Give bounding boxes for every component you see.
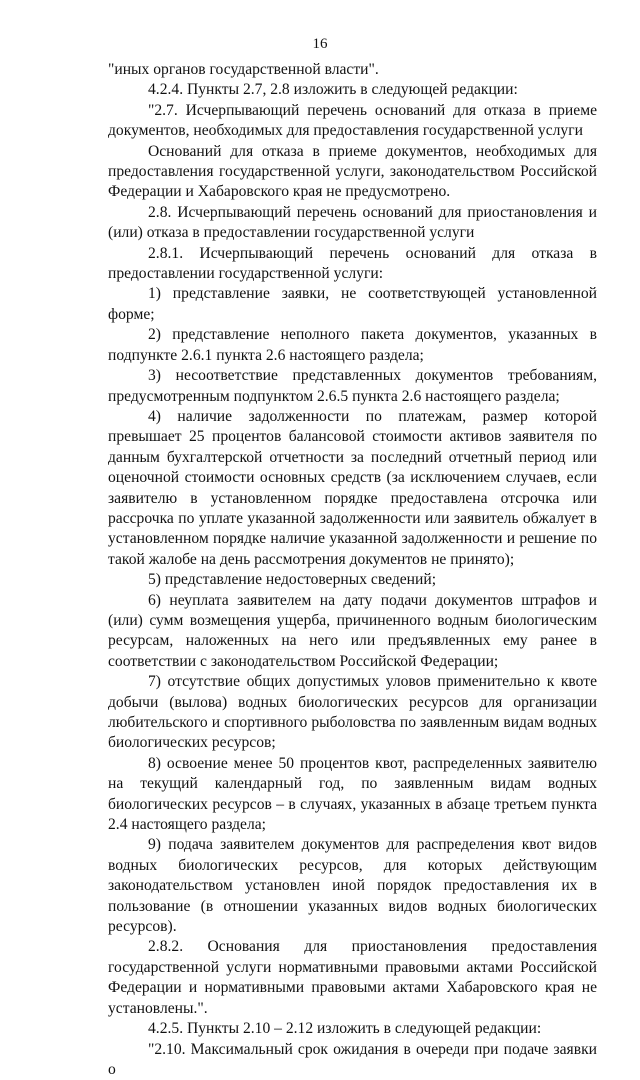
paragraph-2-8-2: 2.8.2. Основания для приостановления предоставления государственной услуги нормативными правовыми актами Российской Федерации и нормативными правовыми актами Хабаровского края не установлены.". xyxy=(108,937,597,1019)
paragraph-2-7-body: Оснований для отказа в приеме документов, необходимых для предоставления государственной услуги, законодательством Российской Федерации и Хабаровского края не предусмотрено. xyxy=(108,142,597,203)
document-body xyxy=(108,60,597,1080)
paragraph-quote-end: "иных органов государственной власти". xyxy=(108,60,597,80)
paragraph-2-8: 2.8. Исчерпывающий перечень оснований для приостановления и (или) отказа в предоставлении государственной услуги xyxy=(108,203,597,244)
list-item-5: 5) представление недостоверных сведений; xyxy=(108,570,597,590)
list-item-8: 8) освоение менее 50 процентов квот, распределенных заявителю на текущий календарный год, по заявленным видам водных биологических ресурсов – в случаях, указанных в абзаце третьем пункта 2.4 настоящего раздела; xyxy=(108,754,597,836)
paragraph-4-2-4: 4.2.4. Пункты 2.7, 2.8 изложить в следующей редакции: xyxy=(108,80,597,100)
list-item-6: 6) неуплата заявителем на дату подачи документов штрафов и (или) сумм возмещения ущерба, причиненного водным биологическим ресурсам, наложенных на него или предъявленных ему ранее в соответствии с законодательством Российской Федерации; xyxy=(108,591,597,673)
page-number: 16 xyxy=(0,36,640,53)
paragraph-2-10: "2.10. Максимальный срок ожидания в очереди при подаче заявки о xyxy=(108,1040,597,1080)
paragraph-4-2-5: 4.2.5. Пункты 2.10 – 2.12 изложить в следующей редакции: xyxy=(108,1019,597,1039)
list-item-2: 2) представление неполного пакета документов, указанных в подпункте 2.6.1 пункта 2.6 настоящего раздела; xyxy=(108,325,597,366)
list-item-7: 7) отсутствие общих допустимых уловов применительно к квоте добычи (вылова) водных биологических ресурсов для организации любительского и спортивного рыболовства по заявленным видам водных биологических ресурсов; xyxy=(108,672,597,754)
list-item-3: 3) несоответствие представленных документов требованиям, предусмотренным подпунктом 2.6.5 пункта 2.6 настоящего раздела; xyxy=(108,366,597,407)
list-item-1: 1) представление заявки, не соответствующей установленной форме; xyxy=(108,284,597,325)
paragraph-2-8-1: 2.8.1. Исчерпывающий перечень оснований для отказа в предоставлении государственной услуги: xyxy=(108,244,597,285)
list-item-4: 4) наличие задолженности по платежам, размер которой превышает 25 процентов балансовой стоимости активов заявителя по данным бухгалтерской отчетности за последний отчетный период или оценочной стоимости основных средств (за исключением случаев, если заявителю в установленном порядке предоставлена отсрочка или рассрочка по уплате указанной задолженности или заявитель обжалует в установленном порядке наличие указанной задолженности и решение по такой жалобе на день рассмотрения документов не принято); xyxy=(108,407,597,570)
list-item-9: 9) подача заявителем документов для распределения квот видов водных биологических ресурсов, для которых действующим законодательством установлен иной порядок предоставления их в пользование (в отношении указанных видов водных биологических ресурсов). xyxy=(108,835,597,937)
paragraph-2-7: "2.7. Исчерпывающий перечень оснований для отказа в приеме документов, необходимых для предоставления государственной услуги xyxy=(108,101,597,142)
